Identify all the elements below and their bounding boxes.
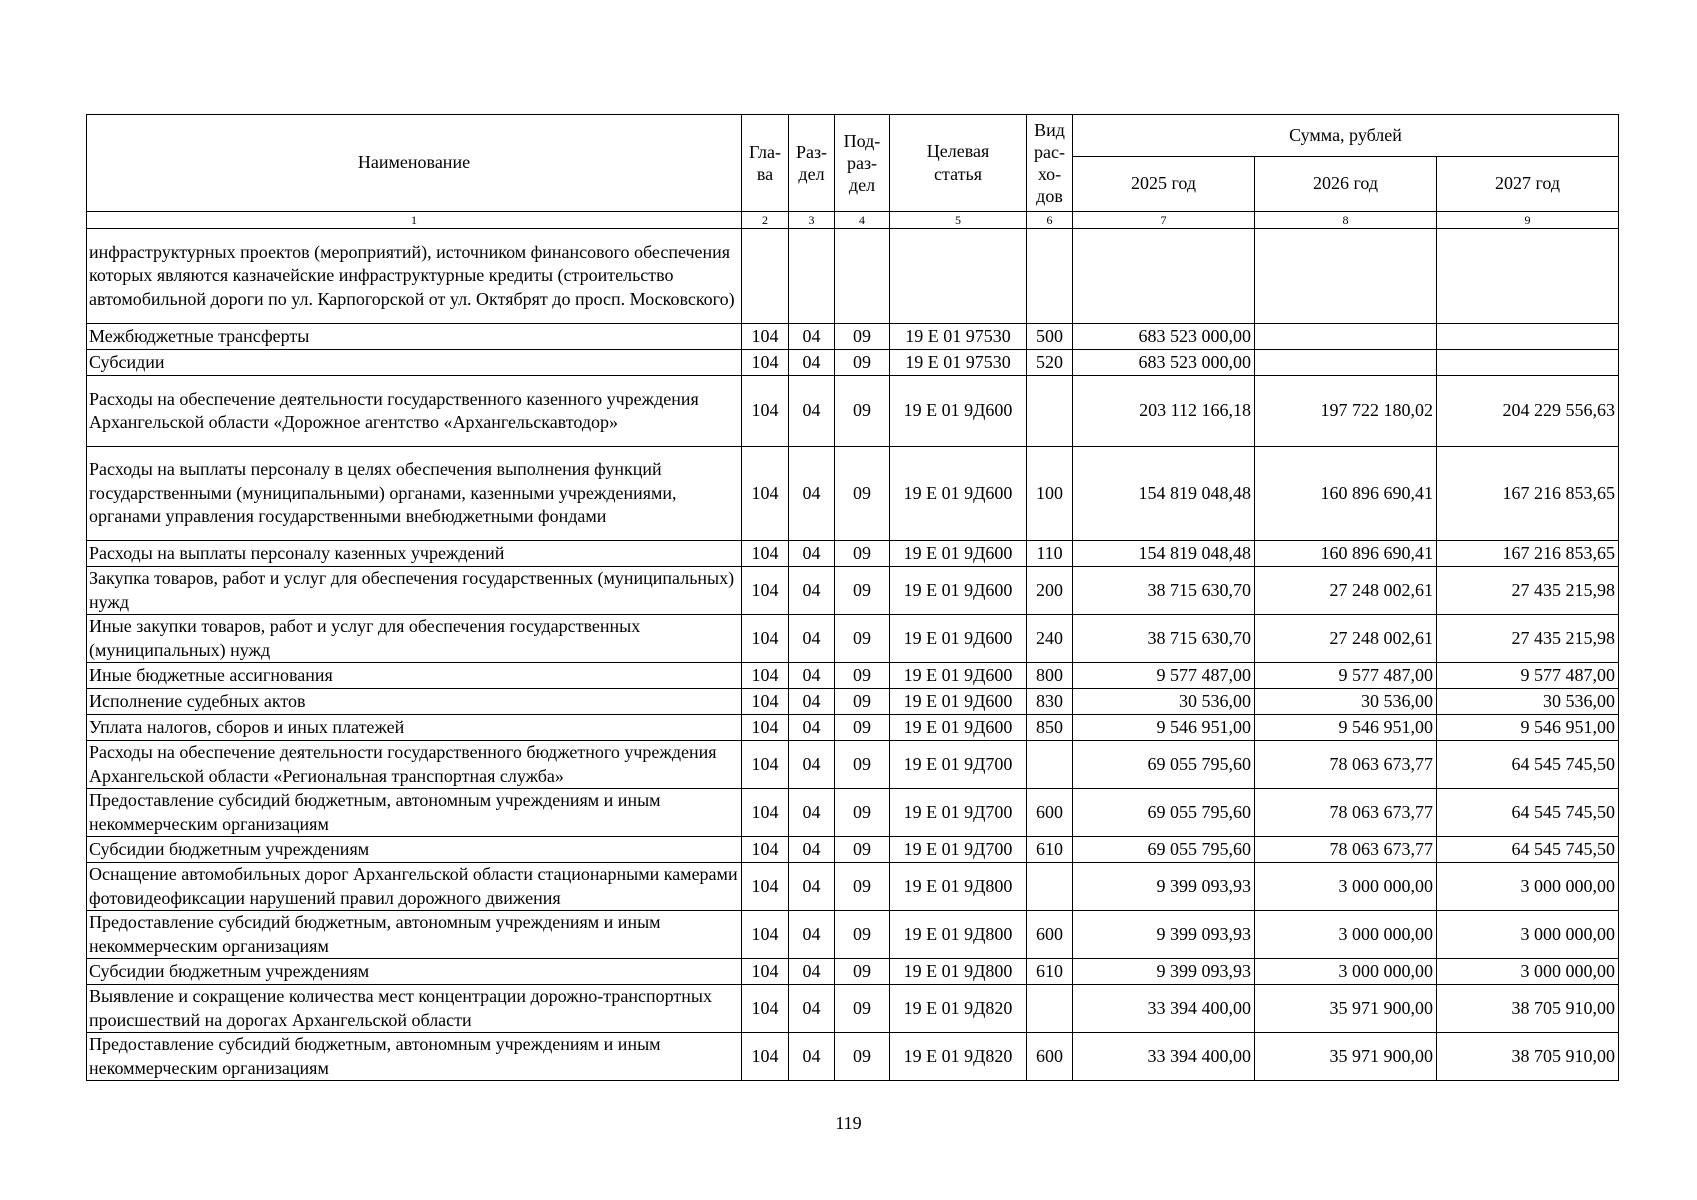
row-section: 04 [789, 689, 835, 715]
row-expense-type: 800 [1027, 663, 1073, 689]
row-name: Предоставление субсидий бюджетным, автономным учреждениям и иным некоммерческим организациям [87, 1033, 742, 1081]
row-chapter [742, 229, 789, 324]
row-section: 04 [789, 324, 835, 350]
row-sum-2025: 69 055 795,60 [1073, 789, 1255, 837]
page-number: 119 [835, 1113, 862, 1133]
row-target-article: 19 Е 01 9Д600 [890, 663, 1027, 689]
row-sum-2025: 38 715 630,70 [1073, 615, 1255, 663]
row-sum-2027: 27 435 215,98 [1437, 615, 1619, 663]
row-target-article: 19 Е 01 9Д600 [890, 689, 1027, 715]
row-name: Уплата налогов, сборов и иных платежей [87, 715, 742, 741]
row-sum-2025: 203 112 166,18 [1073, 376, 1255, 447]
row-target-article: 19 Е 01 9Д800 [890, 911, 1027, 959]
row-sum-2026: 160 896 690,41 [1255, 447, 1437, 541]
row-chapter: 104 [742, 837, 789, 863]
row-chapter: 104 [742, 789, 789, 837]
row-sum-2025: 30 536,00 [1073, 689, 1255, 715]
row-section [789, 229, 835, 324]
row-section: 04 [789, 715, 835, 741]
row-target-article: 19 Е 01 97530 [890, 350, 1027, 376]
row-section: 04 [789, 837, 835, 863]
row-subsection: 09 [835, 741, 890, 789]
row-sum-2025: 9 399 093,93 [1073, 911, 1255, 959]
row-subsection: 09 [835, 959, 890, 985]
row-section: 04 [789, 1033, 835, 1081]
row-sum-2026: 3 000 000,00 [1255, 911, 1437, 959]
row-subsection: 09 [835, 615, 890, 663]
row-sum-2027: 64 545 745,50 [1437, 741, 1619, 789]
row-chapter: 104 [742, 350, 789, 376]
row-sum-2026: 9 577 487,00 [1255, 663, 1437, 689]
row-name: Субсидии [87, 350, 742, 376]
row-subsection: 09 [835, 324, 890, 350]
header-target-article: Целевая статья [890, 115, 1027, 212]
row-sum-2026: 197 722 180,02 [1255, 376, 1437, 447]
row-name: Предоставление субсидий бюджетным, автономным учреждениям и иным некоммерческим организациям [87, 789, 742, 837]
row-subsection: 09 [835, 911, 890, 959]
row-section: 04 [789, 789, 835, 837]
column-index: 9 [1437, 212, 1619, 229]
row-sum-2026: 78 063 673,77 [1255, 741, 1437, 789]
row-subsection: 09 [835, 715, 890, 741]
row-sum-2027: 3 000 000,00 [1437, 911, 1619, 959]
row-name: инфраструктурных проектов (мероприятий), источником финансового обеспечения которых являются казначейские инфраструктурные кредиты (строительство автомобильной дороги по ул. Карпогорской от ул. Октябрят до просп. Московского) [87, 229, 742, 324]
row-expense-type: 600 [1027, 1033, 1073, 1081]
table-row [87, 789, 1619, 837]
column-index: 6 [1027, 212, 1073, 229]
row-sum-2026: 27 248 002,61 [1255, 615, 1437, 663]
row-sum-2025: 154 819 048,48 [1073, 541, 1255, 567]
table-row [87, 689, 1619, 715]
row-sum-2027: 3 000 000,00 [1437, 863, 1619, 911]
column-index: 1 [87, 212, 742, 229]
row-section: 04 [789, 567, 835, 615]
row-sum-2026: 9 546 951,00 [1255, 715, 1437, 741]
row-target-article: 19 Е 01 9Д820 [890, 1033, 1027, 1081]
row-name: Иные бюджетные ассигнования [87, 663, 742, 689]
column-index: 5 [890, 212, 1027, 229]
row-expense-type [1027, 985, 1073, 1033]
row-subsection: 09 [835, 350, 890, 376]
row-chapter: 104 [742, 663, 789, 689]
row-expense-type: 830 [1027, 689, 1073, 715]
table-row [87, 350, 1619, 376]
row-chapter: 104 [742, 715, 789, 741]
header-expense-type: Вид рас- хо- дов [1027, 115, 1073, 212]
column-index: 4 [835, 212, 890, 229]
row-name: Расходы на обеспечение деятельности государственного казенного учреждения Архангельской области «Дорожное агентство «Архангельскавтодор» [87, 376, 742, 447]
row-chapter: 104 [742, 447, 789, 541]
header-year-2026: 2026 год [1255, 157, 1437, 212]
row-sum-2027: 38 705 910,00 [1437, 985, 1619, 1033]
row-expense-type: 200 [1027, 567, 1073, 615]
row-chapter: 104 [742, 863, 789, 911]
row-expense-type [1027, 863, 1073, 911]
row-target-article: 19 Е 01 9Д820 [890, 985, 1027, 1033]
row-section: 04 [789, 959, 835, 985]
row-sum-2026 [1255, 324, 1437, 350]
row-subsection [835, 229, 890, 324]
row-target-article: 19 Е 01 9Д600 [890, 567, 1027, 615]
row-subsection: 09 [835, 663, 890, 689]
row-sum-2027 [1437, 350, 1619, 376]
row-expense-type: 610 [1027, 959, 1073, 985]
row-expense-type: 240 [1027, 615, 1073, 663]
row-sum-2026: 35 971 900,00 [1255, 1033, 1437, 1081]
table-row [87, 541, 1619, 567]
row-section: 04 [789, 376, 835, 447]
row-expense-type: 610 [1027, 837, 1073, 863]
row-sum-2027 [1437, 229, 1619, 324]
row-name: Расходы на обеспечение деятельности государственного бюджетного учреждения Архангельской области «Региональная транспортная служба» [87, 741, 742, 789]
row-sum-2026: 30 536,00 [1255, 689, 1437, 715]
row-expense-type: 110 [1027, 541, 1073, 567]
row-sum-2026: 35 971 900,00 [1255, 985, 1437, 1033]
table-row [87, 911, 1619, 959]
column-index: 2 [742, 212, 789, 229]
table-row [87, 1033, 1619, 1081]
row-sum-2027: 27 435 215,98 [1437, 567, 1619, 615]
column-index: 8 [1255, 212, 1437, 229]
row-sum-2027: 9 546 951,00 [1437, 715, 1619, 741]
table-row [87, 447, 1619, 541]
row-name: Выявление и сокращение количества мест концентрации дорожно-транспортных происшествий на дорогах Архангельской области [87, 985, 742, 1033]
row-section: 04 [789, 350, 835, 376]
row-name: Предоставление субсидий бюджетным, автономным учреждениям и иным некоммерческим организациям [87, 911, 742, 959]
row-subsection: 09 [835, 863, 890, 911]
table-row [87, 376, 1619, 447]
row-sum-2027: 30 536,00 [1437, 689, 1619, 715]
row-sum-2025: 9 399 093,93 [1073, 863, 1255, 911]
table-row [87, 567, 1619, 615]
row-sum-2027: 64 545 745,50 [1437, 837, 1619, 863]
row-chapter: 104 [742, 689, 789, 715]
row-name: Субсидии бюджетным учреждениям [87, 959, 742, 985]
row-subsection: 09 [835, 837, 890, 863]
row-target-article: 19 Е 01 9Д600 [890, 615, 1027, 663]
row-sum-2026: 3 000 000,00 [1255, 863, 1437, 911]
row-sum-2025: 9 546 951,00 [1073, 715, 1255, 741]
row-name: Расходы на выплаты персоналу казенных учреждений [87, 541, 742, 567]
row-chapter: 104 [742, 541, 789, 567]
row-subsection: 09 [835, 447, 890, 541]
row-sum-2026 [1255, 229, 1437, 324]
row-target-article: 19 Е 01 9Д600 [890, 715, 1027, 741]
row-section: 04 [789, 863, 835, 911]
row-target-article: 19 Е 01 9Д800 [890, 863, 1027, 911]
row-sum-2026: 160 896 690,41 [1255, 541, 1437, 567]
table-row [87, 863, 1619, 911]
table-row [87, 663, 1619, 689]
row-chapter: 104 [742, 567, 789, 615]
row-section: 04 [789, 741, 835, 789]
row-name: Закупка товаров, работ и услуг для обеспечения государственных (муниципальных) нужд [87, 567, 742, 615]
table-row [87, 837, 1619, 863]
row-sum-2025: 33 394 400,00 [1073, 1033, 1255, 1081]
row-sum-2025: 69 055 795,60 [1073, 837, 1255, 863]
row-target-article: 19 Е 01 9Д700 [890, 837, 1027, 863]
table-row [87, 959, 1619, 985]
row-sum-2027 [1437, 324, 1619, 350]
row-expense-type: 500 [1027, 324, 1073, 350]
column-index: 3 [789, 212, 835, 229]
row-expense-type [1027, 229, 1073, 324]
row-subsection: 09 [835, 376, 890, 447]
row-target-article: 19 Е 01 9Д600 [890, 376, 1027, 447]
table-row [87, 741, 1619, 789]
row-sum-2025: 9 577 487,00 [1073, 663, 1255, 689]
row-expense-type: 100 [1027, 447, 1073, 541]
table-row [87, 229, 1619, 324]
row-target-article [890, 229, 1027, 324]
row-subsection: 09 [835, 541, 890, 567]
row-chapter: 104 [742, 1033, 789, 1081]
row-sum-2025: 33 394 400,00 [1073, 985, 1255, 1033]
row-sum-2025: 683 523 000,00 [1073, 350, 1255, 376]
header-chapter: Гла- ва [742, 115, 789, 212]
row-section: 04 [789, 615, 835, 663]
row-subsection: 09 [835, 789, 890, 837]
row-name: Оснащение автомобильных дорог Архангельской области стационарными камерами фотовидеофиксации нарушений правил дорожного движения [87, 863, 742, 911]
row-chapter: 104 [742, 376, 789, 447]
row-sum-2026: 78 063 673,77 [1255, 837, 1437, 863]
row-chapter: 104 [742, 324, 789, 350]
row-section: 04 [789, 985, 835, 1033]
table-row [87, 715, 1619, 741]
row-sum-2025: 69 055 795,60 [1073, 741, 1255, 789]
row-sum-2026 [1255, 350, 1437, 376]
row-sum-2027: 38 705 910,00 [1437, 1033, 1619, 1081]
row-target-article: 19 Е 01 9Д700 [890, 789, 1027, 837]
row-target-article: 19 Е 01 9Д700 [890, 741, 1027, 789]
row-sum-2025: 9 399 093,93 [1073, 959, 1255, 985]
row-expense-type: 850 [1027, 715, 1073, 741]
table-row [87, 615, 1619, 663]
row-sum-2026: 27 248 002,61 [1255, 567, 1437, 615]
header-subsection: Под- раз- дел [835, 115, 890, 212]
row-sum-2026: 78 063 673,77 [1255, 789, 1437, 837]
row-chapter: 104 [742, 615, 789, 663]
row-expense-type: 600 [1027, 789, 1073, 837]
row-target-article: 19 Е 01 9Д600 [890, 447, 1027, 541]
table-body [87, 229, 1619, 1081]
row-sum-2027: 3 000 000,00 [1437, 959, 1619, 985]
row-expense-type [1027, 376, 1073, 447]
row-sum-2025 [1073, 229, 1255, 324]
row-subsection: 09 [835, 689, 890, 715]
row-name: Субсидии бюджетным учреждениям [87, 837, 742, 863]
row-section: 04 [789, 911, 835, 959]
row-target-article: 19 Е 01 9Д600 [890, 541, 1027, 567]
row-chapter: 104 [742, 985, 789, 1033]
row-sum-2025: 154 819 048,48 [1073, 447, 1255, 541]
row-expense-type: 600 [1027, 911, 1073, 959]
table-row [87, 985, 1619, 1033]
row-subsection: 09 [835, 567, 890, 615]
row-sum-2027: 167 216 853,65 [1437, 541, 1619, 567]
row-subsection: 09 [835, 985, 890, 1033]
row-sum-2027: 167 216 853,65 [1437, 447, 1619, 541]
row-chapter: 104 [742, 959, 789, 985]
row-sum-2026: 3 000 000,00 [1255, 959, 1437, 985]
row-name: Иные закупки товаров, работ и услуг для обеспечения государственных (муниципальных) нужд [87, 615, 742, 663]
header-section: Раз- дел [789, 115, 835, 212]
row-sum-2025: 38 715 630,70 [1073, 567, 1255, 615]
row-sum-2027: 204 229 556,63 [1437, 376, 1619, 447]
row-subsection: 09 [835, 1033, 890, 1081]
row-section: 04 [789, 447, 835, 541]
header-name: Наименование [87, 115, 742, 212]
header-year-2027: 2027 год [1437, 157, 1619, 212]
row-section: 04 [789, 541, 835, 567]
row-name: Межбюджетные трансферты [87, 324, 742, 350]
row-sum-2027: 64 545 745,50 [1437, 789, 1619, 837]
row-target-article: 19 Е 01 97530 [890, 324, 1027, 350]
budget-table [86, 114, 1619, 1081]
table-row [87, 324, 1619, 350]
header-sum: Сумма, рублей [1073, 115, 1619, 157]
row-chapter: 104 [742, 741, 789, 789]
row-target-article: 19 Е 01 9Д800 [890, 959, 1027, 985]
row-chapter: 104 [742, 911, 789, 959]
header-year-2025: 2025 год [1073, 157, 1255, 212]
row-expense-type [1027, 741, 1073, 789]
column-index: 7 [1073, 212, 1255, 229]
row-sum-2027: 9 577 487,00 [1437, 663, 1619, 689]
row-name: Расходы на выплаты персоналу в целях обеспечения выполнения функций государственными (муниципальными) органами, казенными учреждениями, органами управления государственными внебюджетными фондами [87, 447, 742, 541]
row-sum-2025: 683 523 000,00 [1073, 324, 1255, 350]
row-expense-type: 520 [1027, 350, 1073, 376]
row-section: 04 [789, 663, 835, 689]
row-name: Исполнение судебных актов [87, 689, 742, 715]
